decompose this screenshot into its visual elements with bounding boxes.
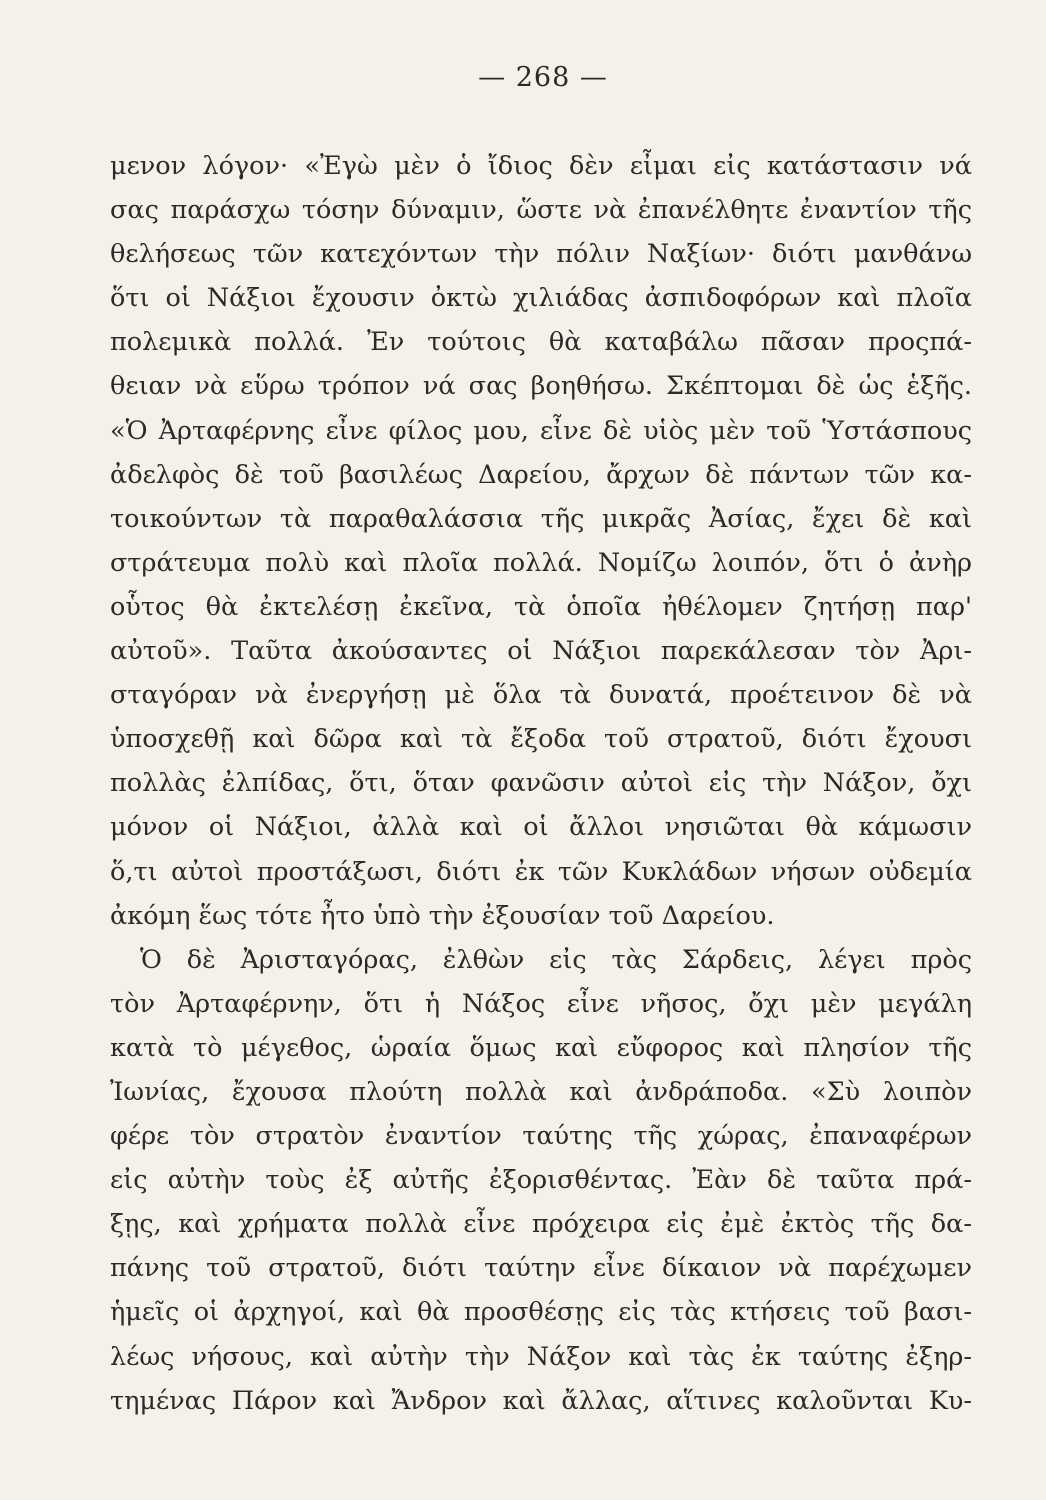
text-line: θειαν νὰ εὕρω τρόπον νά σας βοηθήσω. Σκέπτομαι δὲ ὡς ἑξῆς. <box>110 371 972 402</box>
text-line: ἡμεῖς οἱ ἀρχηγοί, καὶ θὰ προσθέσῃς εἰς τὰς κτήσεις τοῦ βασι- <box>110 1297 972 1328</box>
text-line: ξῃς, καὶ χρήματα πολλὰ εἶνε πρόχειρα εἰς ἐμὲ ἐκτὸς τῆς δα- <box>110 1209 972 1240</box>
text-line: ὅ,τι αὐτοὶ προστάξωσι, διότι ἐκ τῶν Κυκλάδων νήσων οὐδεμία <box>110 856 972 887</box>
text-line: πάνης τοῦ στρατοῦ, διότι ταύτην εἶνε δίκαιον νὰ παρέχωμεν <box>110 1253 972 1284</box>
text-line: σας παράσχω τόσην δύναμιν, ὥστε νὰ ἐπανέλθητε ἐναντίον τῆς <box>110 195 972 226</box>
paragraph-end-line: ἀκόμη ἕως τότε ἦτο ὑπὸ τὴν ἐξουσίαν τοῦ Δαρείου. <box>110 900 775 931</box>
text-line: κατὰ τὸ μέγεθος, ὡραία ὅμως καὶ εὔφορος καὶ πλησίον τῆς <box>110 1032 972 1063</box>
text-line: πολεμικὰ πολλά. Ἐν τούτοις θὰ καταβάλω πᾶσαν προςπά- <box>110 327 972 358</box>
text-line: τὸν Ἀρταφέρνην, ὅτι ἡ Νάξος εἶνε νῆσος, ὄχι μὲν μεγάλη <box>110 988 972 1019</box>
text-line: ἀδελφὸς δὲ τοῦ βασιλέως Δαρείου, ἄρχων δὲ πάντων τῶν κα- <box>110 459 972 490</box>
text-line: τημένας Πάρον καὶ Ἄνδρον καὶ ἄλλας, αἵτινες καλοῦνται Κυ- <box>110 1385 972 1416</box>
text-line: μενον λόγον· «Ἐγὼ μὲν ὁ ἴδιος δὲν εἶμαι εἰς κατάστασιν νά <box>110 151 972 181</box>
text-line: φέρε τὸν στρατὸν ἐναντίον ταύτης τῆς χώρας, ἐπαναφέρων <box>110 1121 972 1152</box>
text-line: εἰς αὐτὴν τοὺς ἐξ αὐτῆς ἐξορισθέντας. Ἐὰν δὲ ταῦτα πρά- <box>110 1165 972 1196</box>
text-line: οὗτος θὰ ἐκτελέσῃ ἐκεῖνα, τὰ ὁποῖα ἠθέλομεν ζητήσῃ παρ' <box>110 591 972 622</box>
text-line: θελήσεως τῶν κατεχόντων τὴν πόλιν Ναξίων· διότι μανθάνω <box>110 239 972 270</box>
text-line: Ἰωνίας, ἔχουσα πλούτη πολλὰ καὶ ἀνδράποδα. «Σὺ λοιπὸν <box>110 1076 972 1107</box>
paragraph-start-line: Ὁ δὲ Ἀρισταγόρας, ἐλθὼν εἰς τὰς Σάρδεις, λέγει πρὸς <box>140 944 972 975</box>
text-line: πολλὰς ἐλπίδας, ὅτι, ὅταν φανῶσιν αὐτοὶ εἰς τὴν Νάξον, ὄχι <box>110 768 972 799</box>
text-line: τοικούντων τὰ παραθαλάσσια τῆς μικρᾶς Ἀσίας, ἔχει δὲ καὶ <box>110 503 972 534</box>
text-line: σταγόραν νὰ ἐνεργήσῃ μὲ ὅλα τὰ δυνατά, προέτεινον δὲ νὰ <box>110 680 972 711</box>
text-line: λέως νήσους, καὶ αὐτὴν τὴν Νάξον καὶ τὰς ἐκ ταύτης ἐξηρ- <box>110 1341 972 1372</box>
text-line: «Ὁ Ἀρταφέρνης εἶνε φίλος μου, εἶνε δὲ υἱὸς μὲν τοῦ Ὑστάσπους <box>110 415 972 446</box>
text-line: αὐτοῦ». Ταῦτα ἀκούσαντες οἱ Νάξιοι παρεκάλεσαν τὸν Ἀρι- <box>110 636 972 667</box>
body-text <box>110 144 972 1423</box>
page-number: — 268 — <box>478 62 608 93</box>
text-line: στράτευμα πολὺ καὶ πλοῖα πολλά. Νομίζω λοιπόν, ὅτι ὁ ἀνὴρ <box>110 547 972 578</box>
text-line: μόνον οἱ Νάξιοι, ἀλλὰ καὶ οἱ ἄλλοι νησιῶται θὰ κάμωσιν <box>110 812 972 843</box>
text-line: ὑποσχεθῇ καὶ δῶρα καὶ τὰ ἔξοδα τοῦ στρατοῦ, διότι ἔχουσι <box>110 724 972 755</box>
text-line: ὅτι οἱ Νάξιοι ἔχουσιν ὀκτὼ χιλιάδας ἀσπιδοφόρων καὶ πλοῖα <box>110 283 972 314</box>
